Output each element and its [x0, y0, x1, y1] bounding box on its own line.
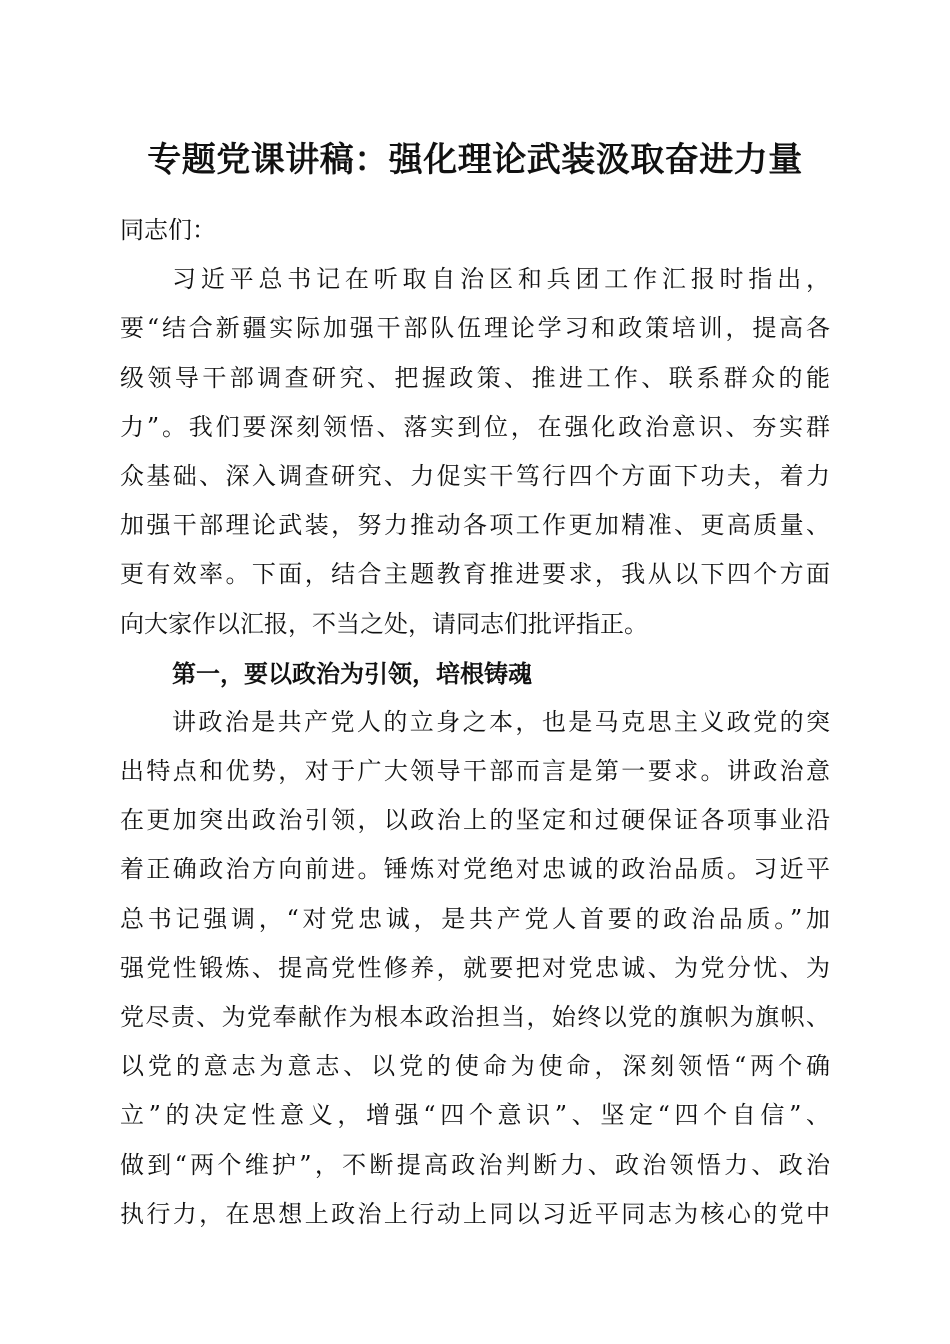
paragraph-line: 强党性锻炼、提高党性修养，就要把对党忠诚、为党分忧、为	[120, 953, 830, 982]
paragraph-line: 做到“两个维护”，不断提高政治判断力、政治领悟力、政治	[120, 1150, 830, 1179]
paragraph-line: 众基础、深入调查研究、力促实干笃行四个方面下功夫，着力	[120, 461, 830, 490]
paragraph-line: 立”的决定性意义，增强“四个意识”、坚定“四个自信”、	[120, 1101, 830, 1130]
document-body	[120, 206, 830, 1239]
paragraph-line: 出特点和优势，对于广大领导干部而言是第一要求。讲政治意	[120, 757, 830, 786]
paragraph-line: 向大家作以汇报，不当之处，请同志们批评指正。	[120, 609, 648, 638]
paragraph-line: 更有效率。下面，结合主题教育推进要求，我从以下四个方面	[120, 560, 830, 589]
document-title: 专题党课讲稿：强化理论武装汲取奋进力量	[147, 140, 803, 180]
paragraph-line: 习近平总书记在听取自治区和兵团工作汇报时指出，	[172, 265, 830, 294]
paragraph-line: 讲政治是共产党人的立身之本，也是马克思主义政党的突	[172, 707, 830, 736]
paragraph-line: 力”。我们要深刻领悟、落实到位，在强化政治意识、夯实群	[120, 412, 830, 441]
section-heading: 第一，要以政治为引领，培根铸魂	[172, 658, 532, 688]
paragraph-line: 级领导干部调查研究、把握政策、推进工作、联系群众的能	[120, 363, 830, 392]
paragraph-line: 党尽责、为党奉献作为根本政治担当，始终以党的旗帜为旗帜、	[120, 1003, 830, 1031]
paragraph-line: 在更加突出政治引领，以政治上的坚定和过硬保证各项事业沿	[120, 806, 830, 835]
paragraph-line: 总书记强调，“对党忠诚，是共产党人首要的政治品质。”加	[120, 904, 830, 933]
paragraph-line: 加强干部理论武装，努力推动各项工作更加精准、更高质量、	[120, 511, 830, 540]
paragraph-line: 以党的意志为意志、以党的使命为使命，深刻领悟“两个确	[120, 1052, 830, 1081]
salutation: 同志们：	[120, 216, 216, 244]
paragraph-line: 着正确政治方向前进。锤炼对党绝对忠诚的政治品质。习近平	[120, 855, 830, 884]
paragraph-line: 执行力，在思想上政治上行动上同以习近平同志为核心的党中	[120, 1199, 830, 1228]
paragraph-line: 要“结合新疆实际加强干部队伍理论学习和政策培训，提高各	[120, 314, 830, 343]
